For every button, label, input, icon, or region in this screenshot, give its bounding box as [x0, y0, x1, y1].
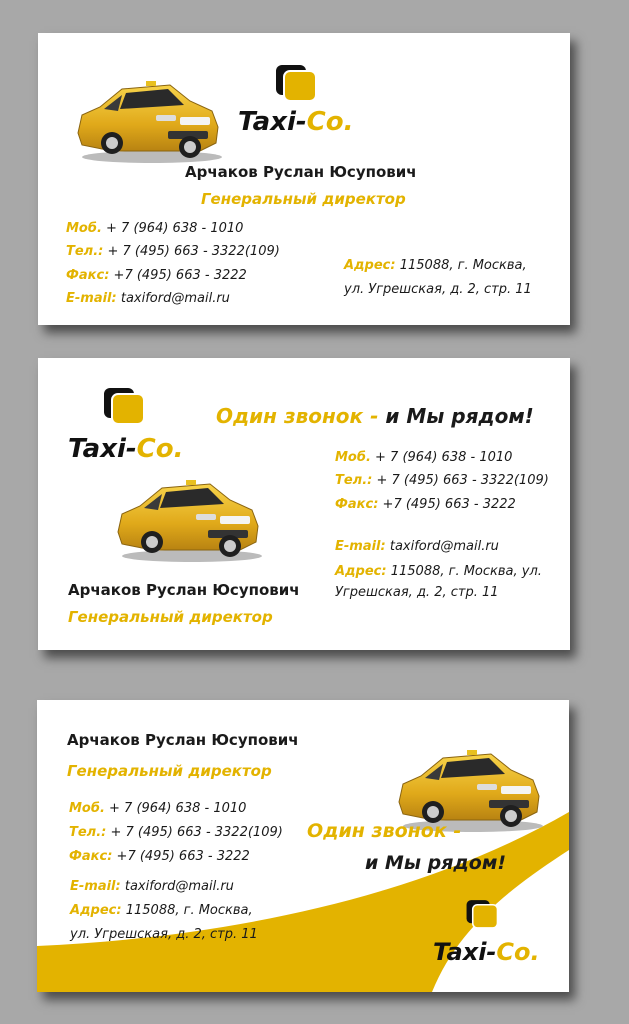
business-card-2: [38, 358, 570, 650]
person-name: Арчаков Руслан Юсупович: [185, 163, 417, 181]
taxi-co-logo-icon: [465, 898, 499, 930]
address-line-2: ул. Угрешская, д. 2, стр. 11: [70, 927, 258, 942]
brand-wordmark: Taxi-Co.: [238, 107, 354, 137]
business-card-1: [38, 33, 570, 325]
fax-line: Факс: +7 (495) 663 - 3222: [69, 849, 250, 864]
phone-line: Тел.: + 7 (495) 663 - 3322(109): [66, 244, 280, 259]
taxi-car-image: [112, 470, 262, 565]
taxi-car-image: [72, 71, 222, 166]
address-line-2: ул. Угрешская, д. 2, стр. 11: [344, 282, 532, 297]
taxi-co-logo-icon: [102, 386, 146, 426]
person-role: Генеральный директор: [201, 190, 406, 208]
email-line: E-mail: taxiford@mail.ru: [70, 879, 234, 894]
person-role: Генеральный директор: [67, 762, 272, 780]
email-line: E-mail: taxiford@mail.ru: [66, 291, 230, 306]
taxi-co-logo-icon: [274, 63, 318, 103]
address-line-2: Угрешская, д. 2, стр. 11: [335, 585, 499, 600]
slogan: Один звонок - и Мы рядом!: [216, 404, 534, 428]
person-name: Арчаков Руслан Юсупович: [67, 731, 299, 749]
person-role: Генеральный директор: [68, 608, 273, 626]
phone-line: Тел.: + 7 (495) 663 - 3322(109): [69, 825, 283, 840]
email-line: E-mail: taxiford@mail.ru: [335, 539, 499, 554]
mobile-line: Моб. + 7 (964) 638 - 1010: [69, 801, 247, 816]
mobile-line: Моб. + 7 (964) 638 - 1010: [66, 221, 244, 236]
address-line-1: Адрес: 115088, г. Москва,: [70, 903, 253, 918]
brand-wordmark: Taxi-Co.: [433, 938, 540, 966]
fax-line: Факс: +7 (495) 663 - 3222: [335, 497, 516, 512]
business-card-3: [37, 700, 569, 992]
address-line-1: Адрес: 115088, г. Москва, ул.: [335, 564, 542, 579]
slogan-part-2: и Мы рядом!: [365, 852, 507, 874]
mobile-line: Моб. + 7 (964) 638 - 1010: [335, 450, 513, 465]
brand-wordmark: Taxi-Co.: [68, 434, 184, 464]
person-name: Арчаков Руслан Юсупович: [68, 581, 300, 599]
phone-line: Тел.: + 7 (495) 663 - 3322(109): [335, 473, 549, 488]
fax-line: Факс: +7 (495) 663 - 3222: [66, 268, 247, 283]
address-line-1: Адрес: 115088, г. Москва,: [344, 258, 527, 273]
slogan-part-1: Один звонок -: [307, 820, 462, 842]
